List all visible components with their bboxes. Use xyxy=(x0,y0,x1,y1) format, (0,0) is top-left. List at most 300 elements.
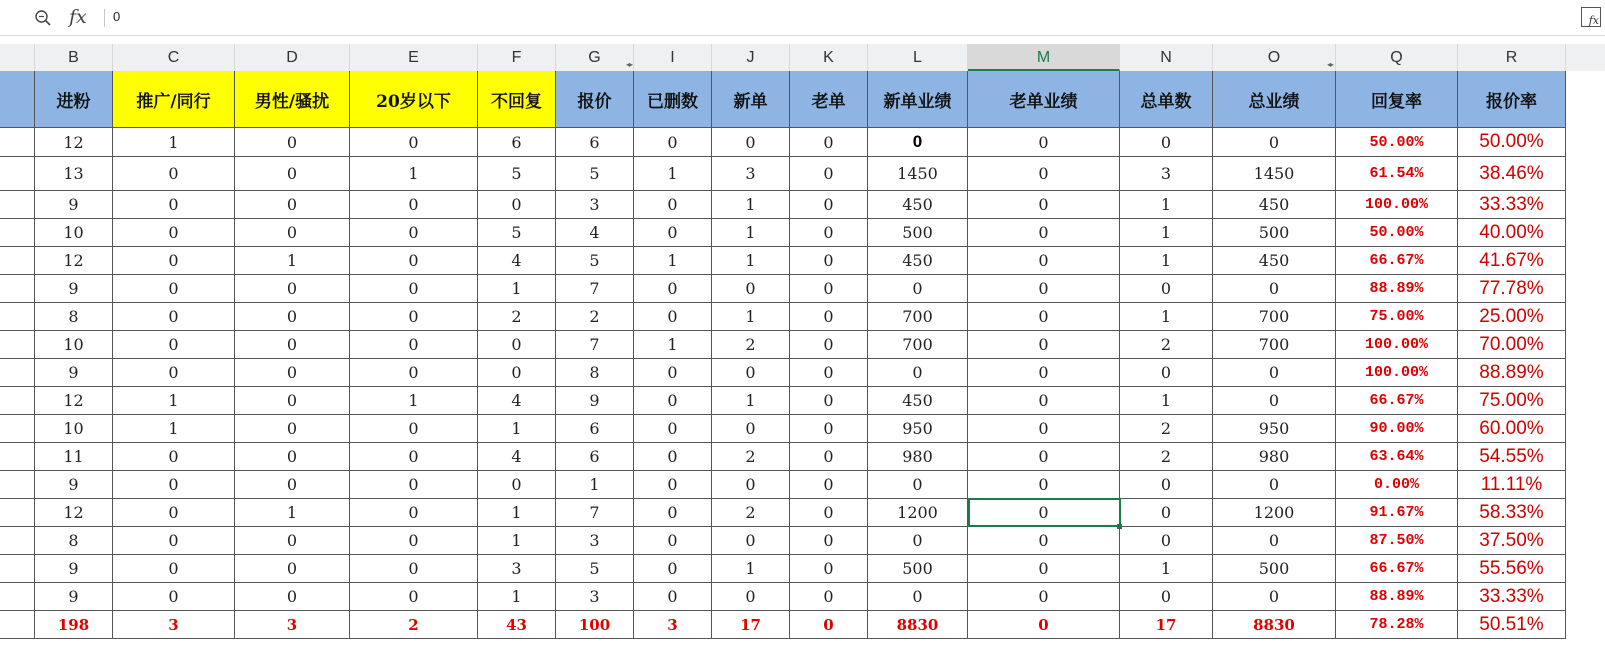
table-cell[interactable]: 0 xyxy=(350,128,478,157)
table-cell[interactable]: 5 xyxy=(556,157,634,191)
table-cell[interactable]: 87.50% xyxy=(1336,527,1458,555)
table-cell[interactable]: 100.00% xyxy=(1336,191,1458,219)
header-cell[interactable]: 老单业绩 xyxy=(968,71,1120,128)
total-cell[interactable]: 50.51% xyxy=(1458,611,1566,639)
table-cell[interactable]: 0 xyxy=(235,555,350,583)
table-cell[interactable]: 0 xyxy=(968,387,1120,415)
table-cell[interactable]: 1 xyxy=(113,415,235,443)
table-cell[interactable]: 100.00% xyxy=(1336,359,1458,387)
table-cell[interactable]: 9 xyxy=(35,583,113,611)
table-cell[interactable]: 0 xyxy=(868,527,968,555)
table-cell[interactable]: 700 xyxy=(868,303,968,331)
row-cell-a[interactable] xyxy=(0,219,35,247)
zoom-icon[interactable] xyxy=(34,9,52,27)
table-cell[interactable]: 0 xyxy=(790,247,868,275)
table-cell[interactable]: 0 xyxy=(790,219,868,247)
row-cell-a[interactable] xyxy=(0,555,35,583)
table-cell[interactable]: 5 xyxy=(478,219,556,247)
table-cell[interactable]: 3 xyxy=(556,583,634,611)
table-cell[interactable]: 0 xyxy=(1213,128,1336,157)
header-cell[interactable]: 进粉 xyxy=(35,71,113,128)
table-cell[interactable]: 12 xyxy=(35,387,113,415)
table-cell[interactable]: 66.67% xyxy=(1336,555,1458,583)
table-cell[interactable]: 5 xyxy=(478,157,556,191)
table-cell[interactable]: 0 xyxy=(1213,359,1336,387)
formula-input[interactable]: 0 xyxy=(113,9,121,24)
header-cell[interactable]: 20岁以下 xyxy=(350,71,478,128)
table-cell[interactable]: 0 xyxy=(113,191,235,219)
table-cell[interactable]: 0 xyxy=(350,583,478,611)
table-cell[interactable]: 2 xyxy=(712,499,790,527)
table-cell[interactable]: 9 xyxy=(35,471,113,499)
header-cell[interactable]: 老单 xyxy=(790,71,868,128)
table-cell[interactable]: 0 xyxy=(634,499,712,527)
table-cell[interactable]: 1200 xyxy=(868,499,968,527)
total-cell[interactable]: 43 xyxy=(478,611,556,639)
insert-function-button[interactable]: fx xyxy=(1581,7,1601,27)
total-cell[interactable]: 3 xyxy=(634,611,712,639)
table-cell[interactable]: 0 xyxy=(968,128,1120,157)
header-cell[interactable]: 回复率 xyxy=(1336,71,1458,128)
header-cell[interactable]: 总业绩 xyxy=(1213,71,1336,128)
table-cell[interactable]: 0 xyxy=(235,219,350,247)
table-cell[interactable]: 0 xyxy=(868,471,968,499)
table-cell[interactable]: 0 xyxy=(478,191,556,219)
table-cell[interactable]: 0 xyxy=(1120,499,1213,527)
table-cell[interactable]: 2 xyxy=(1120,331,1213,359)
table-cell[interactable]: 0 xyxy=(790,443,868,471)
select-all-corner[interactable] xyxy=(0,44,35,71)
table-cell[interactable]: 450 xyxy=(868,387,968,415)
table-cell[interactable]: 2 xyxy=(1120,443,1213,471)
table-cell[interactable]: 0 xyxy=(790,555,868,583)
table-cell[interactable]: 63.64% xyxy=(1336,443,1458,471)
table-cell[interactable]: 0 xyxy=(634,555,712,583)
table-cell[interactable]: 0 xyxy=(968,359,1120,387)
table-cell[interactable]: 0 xyxy=(1120,275,1213,303)
table-cell[interactable]: 0 xyxy=(350,219,478,247)
table-cell[interactable]: 2 xyxy=(556,303,634,331)
total-cell[interactable]: 3 xyxy=(113,611,235,639)
table-cell[interactable]: 0 xyxy=(634,275,712,303)
table-cell[interactable]: 1 xyxy=(712,303,790,331)
table-cell[interactable]: 3 xyxy=(556,191,634,219)
table-cell[interactable]: 0 xyxy=(1120,583,1213,611)
total-cell[interactable]: 0 xyxy=(790,611,868,639)
table-cell[interactable]: 0 xyxy=(968,527,1120,555)
column-header-o[interactable]: O xyxy=(1213,44,1336,71)
table-cell[interactable]: 0 xyxy=(113,527,235,555)
total-cell[interactable]: 17 xyxy=(1120,611,1213,639)
table-cell[interactable]: 11.11% xyxy=(1458,471,1566,499)
table-cell[interactable]: 0 xyxy=(634,443,712,471)
table-cell[interactable]: 450 xyxy=(1213,247,1336,275)
table-cell[interactable]: 0 xyxy=(235,359,350,387)
active-cell-selection[interactable] xyxy=(968,498,1121,527)
table-cell[interactable]: 0 xyxy=(478,359,556,387)
table-cell[interactable]: 6 xyxy=(556,443,634,471)
table-cell[interactable]: 0 xyxy=(634,387,712,415)
hidden-columns-marker-p[interactable]: ◂▸ xyxy=(1327,60,1334,69)
table-cell[interactable]: 60.00% xyxy=(1458,415,1566,443)
row-cell-a[interactable] xyxy=(0,331,35,359)
column-header-f[interactable]: F xyxy=(478,44,556,71)
table-cell[interactable]: 0 xyxy=(235,527,350,555)
table-cell[interactable]: 0 xyxy=(712,527,790,555)
table-cell[interactable]: 10 xyxy=(35,219,113,247)
table-cell[interactable]: 88.89% xyxy=(1458,359,1566,387)
table-cell[interactable]: 41.67% xyxy=(1458,247,1566,275)
table-cell[interactable]: 0 xyxy=(868,128,968,157)
table-cell[interactable]: 0 xyxy=(113,555,235,583)
table-cell[interactable]: 88.89% xyxy=(1336,583,1458,611)
table-cell[interactable]: 0 xyxy=(968,555,1120,583)
table-cell[interactable]: 7 xyxy=(556,331,634,359)
table-cell[interactable]: 4 xyxy=(478,443,556,471)
table-cell[interactable]: 700 xyxy=(1213,331,1336,359)
table-cell[interactable]: 1 xyxy=(712,219,790,247)
table-cell[interactable]: 50.00% xyxy=(1336,128,1458,157)
header-cell[interactable]: 新单 xyxy=(712,71,790,128)
table-cell[interactable]: 0 xyxy=(235,583,350,611)
total-cell[interactable]: 0 xyxy=(968,611,1120,639)
row-cell-a[interactable] xyxy=(0,128,35,157)
table-cell[interactable]: 0 xyxy=(790,359,868,387)
table-cell[interactable]: 0 xyxy=(350,331,478,359)
table-cell[interactable]: 0 xyxy=(478,331,556,359)
table-cell[interactable]: 0 xyxy=(790,387,868,415)
table-cell[interactable]: 1 xyxy=(350,157,478,191)
table-cell[interactable]: 0 xyxy=(113,583,235,611)
table-cell[interactable]: 0 xyxy=(235,303,350,331)
table-cell[interactable]: 0 xyxy=(1120,128,1213,157)
table-cell[interactable]: 54.55% xyxy=(1458,443,1566,471)
table-cell[interactable]: 77.78% xyxy=(1458,275,1566,303)
table-cell[interactable]: 0 xyxy=(235,471,350,499)
total-cell[interactable]: 198 xyxy=(35,611,113,639)
row-cell-a[interactable] xyxy=(0,527,35,555)
table-cell[interactable]: 0 xyxy=(350,303,478,331)
table-cell[interactable]: 500 xyxy=(868,555,968,583)
column-header-q[interactable]: Q xyxy=(1336,44,1458,71)
table-cell[interactable]: 0 xyxy=(1213,275,1336,303)
fill-handle[interactable] xyxy=(1117,524,1122,529)
table-cell[interactable]: 0 xyxy=(634,583,712,611)
table-cell[interactable]: 0 xyxy=(634,219,712,247)
table-cell[interactable]: 1 xyxy=(634,247,712,275)
table-cell[interactable]: 1 xyxy=(478,583,556,611)
table-cell[interactable]: 0 xyxy=(113,275,235,303)
table-cell[interactable]: 0 xyxy=(235,128,350,157)
table-cell[interactable]: 0 xyxy=(968,219,1120,247)
table-cell[interactable]: 37.50% xyxy=(1458,527,1566,555)
table-cell[interactable]: 4 xyxy=(556,219,634,247)
table-cell[interactable]: 25.00% xyxy=(1458,303,1566,331)
table-cell[interactable]: 1450 xyxy=(1213,157,1336,191)
table-cell[interactable]: 0 xyxy=(113,471,235,499)
table-cell[interactable]: 0 xyxy=(712,583,790,611)
table-cell[interactable]: 11 xyxy=(35,443,113,471)
header-cell[interactable]: 推广/同行 xyxy=(113,71,235,128)
table-cell[interactable]: 0 xyxy=(868,359,968,387)
table-cell[interactable]: 0 xyxy=(712,359,790,387)
row-cell-a[interactable] xyxy=(0,583,35,611)
table-cell[interactable]: 0 xyxy=(968,157,1120,191)
table-cell[interactable]: 0 xyxy=(1120,527,1213,555)
column-header-g[interactable]: G xyxy=(556,44,634,71)
table-cell[interactable]: 1 xyxy=(235,247,350,275)
table-cell[interactable]: 9 xyxy=(35,191,113,219)
table-cell[interactable]: 1 xyxy=(712,555,790,583)
table-cell[interactable]: 9 xyxy=(556,387,634,415)
table-cell[interactable]: 12 xyxy=(35,499,113,527)
table-cell[interactable]: 1 xyxy=(1120,247,1213,275)
table-cell[interactable]: 1 xyxy=(478,527,556,555)
table-cell[interactable]: 700 xyxy=(868,331,968,359)
table-cell[interactable]: 450 xyxy=(1213,191,1336,219)
table-cell[interactable]: 0 xyxy=(235,157,350,191)
table-cell[interactable]: 9 xyxy=(35,275,113,303)
table-cell[interactable]: 1 xyxy=(712,387,790,415)
table-cell[interactable]: 4 xyxy=(478,387,556,415)
header-cell[interactable]: 不回复 xyxy=(478,71,556,128)
table-cell[interactable]: 1 xyxy=(1120,191,1213,219)
table-cell[interactable]: 0 xyxy=(478,471,556,499)
table-cell[interactable]: 58.33% xyxy=(1458,499,1566,527)
column-header-j[interactable]: J xyxy=(712,44,790,71)
table-cell[interactable]: 9 xyxy=(35,555,113,583)
table-cell[interactable]: 5 xyxy=(556,247,634,275)
table-cell[interactable]: 0 xyxy=(235,331,350,359)
column-header-l[interactable]: L xyxy=(868,44,968,71)
table-cell[interactable]: 0 xyxy=(1213,471,1336,499)
table-cell[interactable]: 61.54% xyxy=(1336,157,1458,191)
table-cell[interactable]: 0 xyxy=(113,303,235,331)
header-cell-a[interactable] xyxy=(0,71,35,128)
row-cell-a[interactable] xyxy=(0,157,35,191)
table-cell[interactable]: 0 xyxy=(350,555,478,583)
table-cell[interactable]: 0 xyxy=(790,275,868,303)
column-header-n[interactable]: N xyxy=(1120,44,1213,71)
table-cell[interactable]: 0 xyxy=(634,303,712,331)
table-cell[interactable]: 1 xyxy=(113,128,235,157)
row-cell-a[interactable] xyxy=(0,611,35,639)
table-cell[interactable]: 0 xyxy=(634,359,712,387)
table-cell[interactable]: 2 xyxy=(478,303,556,331)
table-cell[interactable]: 0 xyxy=(235,387,350,415)
table-cell[interactable]: 8 xyxy=(35,527,113,555)
table-cell[interactable]: 950 xyxy=(868,415,968,443)
table-cell[interactable]: 0 xyxy=(712,471,790,499)
table-cell[interactable]: 0 xyxy=(968,415,1120,443)
header-cell[interactable]: 已删数 xyxy=(634,71,712,128)
table-cell[interactable]: 6 xyxy=(556,128,634,157)
row-cell-a[interactable] xyxy=(0,247,35,275)
table-cell[interactable]: 0 xyxy=(1120,359,1213,387)
table-cell[interactable]: 1 xyxy=(113,387,235,415)
table-cell[interactable]: 0 xyxy=(868,275,968,303)
table-cell[interactable]: 0 xyxy=(350,527,478,555)
table-cell[interactable]: 3 xyxy=(478,555,556,583)
table-cell[interactable]: 0 xyxy=(235,191,350,219)
table-cell[interactable]: 7 xyxy=(556,499,634,527)
row-cell-a[interactable] xyxy=(0,303,35,331)
table-cell[interactable]: 2 xyxy=(1120,415,1213,443)
table-cell[interactable]: 0 xyxy=(868,583,968,611)
table-cell[interactable]: 40.00% xyxy=(1458,219,1566,247)
table-cell[interactable]: 1 xyxy=(1120,303,1213,331)
table-cell[interactable]: 91.67% xyxy=(1336,499,1458,527)
table-cell[interactable]: 0 xyxy=(968,583,1120,611)
table-cell[interactable]: 100.00% xyxy=(1336,331,1458,359)
table-cell[interactable]: 75.00% xyxy=(1336,303,1458,331)
table-cell[interactable]: 0 xyxy=(1213,583,1336,611)
table-cell[interactable]: 0 xyxy=(350,499,478,527)
table-cell[interactable]: 0 xyxy=(113,499,235,527)
row-cell-a[interactable] xyxy=(0,191,35,219)
table-cell[interactable]: 3 xyxy=(1120,157,1213,191)
table-cell[interactable]: 3 xyxy=(556,527,634,555)
table-cell[interactable]: 0 xyxy=(968,443,1120,471)
total-cell[interactable]: 100 xyxy=(556,611,634,639)
table-cell[interactable]: 0 xyxy=(350,247,478,275)
table-cell[interactable]: 50.00% xyxy=(1458,128,1566,157)
total-cell[interactable]: 78.28% xyxy=(1336,611,1458,639)
table-cell[interactable]: 0 xyxy=(113,247,235,275)
total-cell[interactable]: 8830 xyxy=(1213,611,1336,639)
table-cell[interactable]: 1 xyxy=(634,331,712,359)
column-header-i[interactable]: I xyxy=(634,44,712,71)
table-cell[interactable]: 0 xyxy=(350,415,478,443)
table-cell[interactable]: 0 xyxy=(350,471,478,499)
table-cell[interactable]: 13 xyxy=(35,157,113,191)
table-cell[interactable]: 0 xyxy=(968,191,1120,219)
table-cell[interactable]: 66.67% xyxy=(1336,247,1458,275)
header-cell[interactable]: 新单业绩 xyxy=(868,71,968,128)
table-cell[interactable]: 0 xyxy=(968,247,1120,275)
table-cell[interactable]: 1 xyxy=(634,157,712,191)
table-cell[interactable]: 1 xyxy=(350,387,478,415)
table-cell[interactable]: 0 xyxy=(712,275,790,303)
total-cell[interactable]: 2 xyxy=(350,611,478,639)
table-cell[interactable]: 0 xyxy=(968,303,1120,331)
table-cell[interactable]: 0 xyxy=(968,331,1120,359)
table-cell[interactable]: 0 xyxy=(634,191,712,219)
row-cell-a[interactable] xyxy=(0,499,35,527)
table-cell[interactable]: 55.56% xyxy=(1458,555,1566,583)
table-cell[interactable]: 0 xyxy=(968,275,1120,303)
table-cell[interactable]: 1 xyxy=(1120,555,1213,583)
table-cell[interactable]: 0 xyxy=(790,499,868,527)
total-cell[interactable]: 17 xyxy=(712,611,790,639)
row-cell-a[interactable] xyxy=(0,415,35,443)
table-cell[interactable]: 0 xyxy=(113,157,235,191)
total-cell[interactable]: 3 xyxy=(235,611,350,639)
column-header-d[interactable]: D xyxy=(235,44,350,71)
table-cell[interactable]: 4 xyxy=(478,247,556,275)
table-cell[interactable]: 1 xyxy=(1120,219,1213,247)
table-cell[interactable]: 0 xyxy=(634,415,712,443)
table-cell[interactable]: 950 xyxy=(1213,415,1336,443)
row-cell-a[interactable] xyxy=(0,359,35,387)
table-cell[interactable]: 0 xyxy=(790,303,868,331)
table-cell[interactable]: 500 xyxy=(868,219,968,247)
table-cell[interactable]: 10 xyxy=(35,331,113,359)
table-cell[interactable]: 0 xyxy=(350,191,478,219)
table-cell[interactable]: 0 xyxy=(968,499,1120,527)
table-cell[interactable]: 1 xyxy=(556,471,634,499)
table-cell[interactable]: 450 xyxy=(868,247,968,275)
table-cell[interactable]: 90.00% xyxy=(1336,415,1458,443)
table-cell[interactable]: 7 xyxy=(556,275,634,303)
column-header-r[interactable]: R xyxy=(1458,44,1566,71)
table-cell[interactable]: 0 xyxy=(113,359,235,387)
table-cell[interactable]: 450 xyxy=(868,191,968,219)
header-cell[interactable]: 报价率 xyxy=(1458,71,1566,128)
table-cell[interactable]: 2 xyxy=(712,443,790,471)
table-cell[interactable]: 8 xyxy=(556,359,634,387)
table-cell[interactable]: 2 xyxy=(712,331,790,359)
table-cell[interactable]: 5 xyxy=(556,555,634,583)
table-cell[interactable]: 88.89% xyxy=(1336,275,1458,303)
table-cell[interactable]: 0 xyxy=(790,157,868,191)
total-cell[interactable]: 8830 xyxy=(868,611,968,639)
table-cell[interactable]: 0 xyxy=(235,415,350,443)
table-cell[interactable]: 1 xyxy=(478,275,556,303)
table-cell[interactable]: 33.33% xyxy=(1458,191,1566,219)
table-cell[interactable]: 0 xyxy=(712,128,790,157)
header-cell[interactable]: 总单数 xyxy=(1120,71,1213,128)
table-cell[interactable]: 0 xyxy=(968,471,1120,499)
table-cell[interactable]: 0 xyxy=(113,443,235,471)
table-cell[interactable]: 500 xyxy=(1213,219,1336,247)
row-cell-a[interactable] xyxy=(0,275,35,303)
table-cell[interactable]: 9 xyxy=(35,359,113,387)
table-cell[interactable]: 50.00% xyxy=(1336,219,1458,247)
table-cell[interactable]: 0 xyxy=(712,415,790,443)
table-cell[interactable]: 8 xyxy=(35,303,113,331)
table-cell[interactable]: 0 xyxy=(790,583,868,611)
table-cell[interactable]: 1450 xyxy=(868,157,968,191)
table-cell[interactable]: 980 xyxy=(1213,443,1336,471)
table-cell[interactable]: 0 xyxy=(790,191,868,219)
table-cell[interactable]: 0 xyxy=(634,471,712,499)
fx-icon[interactable]: fx xyxy=(69,6,87,28)
table-cell[interactable]: 1 xyxy=(712,191,790,219)
table-cell[interactable]: 1 xyxy=(1120,387,1213,415)
hidden-columns-marker-h[interactable]: ◂▸ xyxy=(626,60,633,69)
column-header-c[interactable]: C xyxy=(113,44,235,71)
column-header-k[interactable]: K xyxy=(790,44,868,71)
table-cell[interactable]: 1200 xyxy=(1213,499,1336,527)
header-cell[interactable]: 男性/骚扰 xyxy=(235,71,350,128)
column-header-m[interactable]: M xyxy=(968,44,1120,71)
table-cell[interactable]: 0 xyxy=(113,331,235,359)
header-cell[interactable]: 报价 xyxy=(556,71,634,128)
row-cell-a[interactable] xyxy=(0,471,35,499)
table-cell[interactable]: 38.46% xyxy=(1458,157,1566,191)
row-cell-a[interactable] xyxy=(0,387,35,415)
table-cell[interactable]: 0 xyxy=(350,443,478,471)
table-cell[interactable]: 0 xyxy=(790,331,868,359)
table-cell[interactable]: 1 xyxy=(712,247,790,275)
table-cell[interactable]: 6 xyxy=(478,128,556,157)
table-cell[interactable]: 0 xyxy=(350,359,478,387)
table-cell[interactable]: 66.67% xyxy=(1336,387,1458,415)
table-cell[interactable]: 10 xyxy=(35,415,113,443)
column-header-b[interactable]: B xyxy=(35,44,113,71)
table-cell[interactable]: 980 xyxy=(868,443,968,471)
